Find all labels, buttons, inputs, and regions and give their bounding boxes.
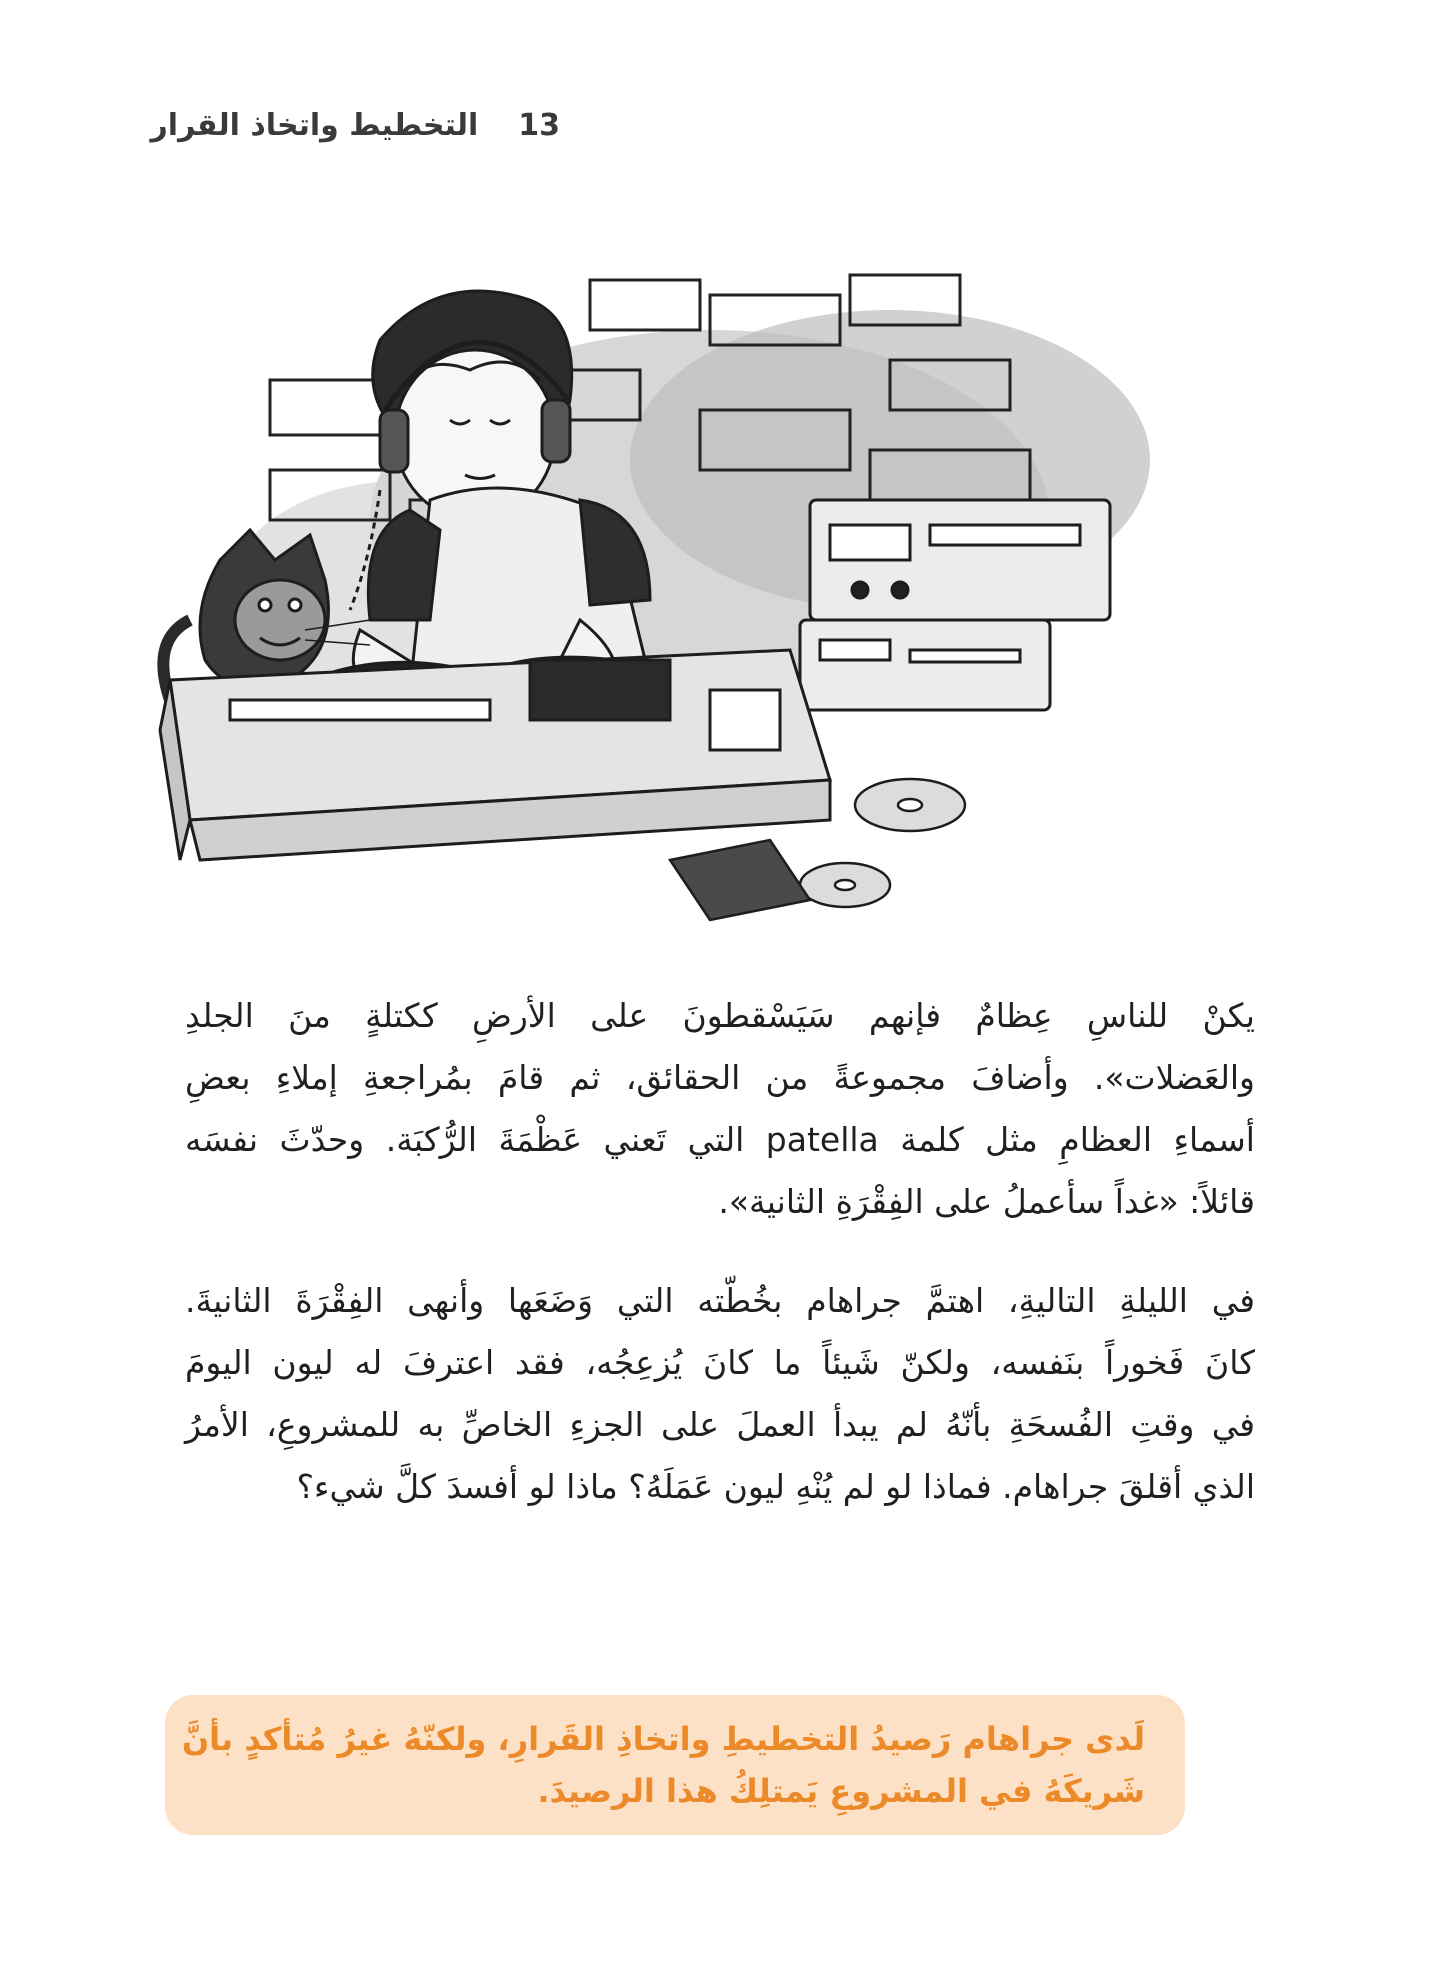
callout-line-2: شَريكَهُ في المشروعِ يَمتلِكُ هذا الرصيدَ. xyxy=(537,1772,1145,1810)
paragraph-1 xyxy=(185,985,1255,1233)
paragraph-1-line-3: أسماءِ العظامِ مثل كلمة patella التي تَعني عَظْمَةَ الرُّكبَة. وحدّثَ نفسَه xyxy=(185,1120,1255,1159)
page-header xyxy=(140,100,560,150)
keyboard-instrument xyxy=(160,650,830,860)
page-number: 13 xyxy=(518,107,560,143)
stereo-system xyxy=(800,500,1110,710)
paragraph-2-line-1: في الليلةِ التاليةِ، اهتمَّ جراهام بخُطّته التي وَضَعَها وأنهى الفِقْرَةَ الثانيةَ. xyxy=(185,1281,1255,1320)
paragraph-2 xyxy=(185,1270,1255,1518)
callout-box xyxy=(165,1695,1185,1835)
paragraph-2-line-4: الذي أقلقَ جراهام. فماذا لو لم يُنْهِ ليون عَمَلَهُ؟ ماذا لو أفسدَ كلَّ شيء؟ xyxy=(296,1467,1255,1506)
paragraph-2-line-2: كانَ فَخوراً بنَفسه، ولكنّ شَيئاً ما كانَ يُزعِجُه، فقد اعترفَ له ليون اليومَ xyxy=(185,1343,1255,1382)
illustration xyxy=(110,260,1300,950)
paragraph-1-line-2: والعَضلات». وأضافَ مجموعةً من الحقائق، ثم قامَ بمُراجعةِ إملاءِ بعضِ xyxy=(185,1058,1255,1097)
paragraph-1-line-4: قائلاً: «غداً سأعملُ على الفِقْرَةِ الثانية». xyxy=(718,1182,1255,1221)
callout-line-1: لَدى جراهام رَصيدُ التخطيطِ واتخاذِ القَرارِ، ولكنّهُ غيرُ مُتأكدٍ بأنَّ xyxy=(181,1720,1145,1758)
paragraph-1-line-1: يكنْ للناسِ عِظامٌ فإنهم سَيَسْقطونَ على الأرضِ ككتلةٍ منَ الجلدِ xyxy=(185,996,1255,1035)
running-title: التخطيط واتخاذ القرار xyxy=(150,107,479,143)
paragraph-2-line-3: في وقتِ الفُسحَةِ بأنّهُ لم يبدأ العملَ على الجزءِ الخاصِّ به للمشروعِ، الأمرُ xyxy=(185,1405,1255,1444)
